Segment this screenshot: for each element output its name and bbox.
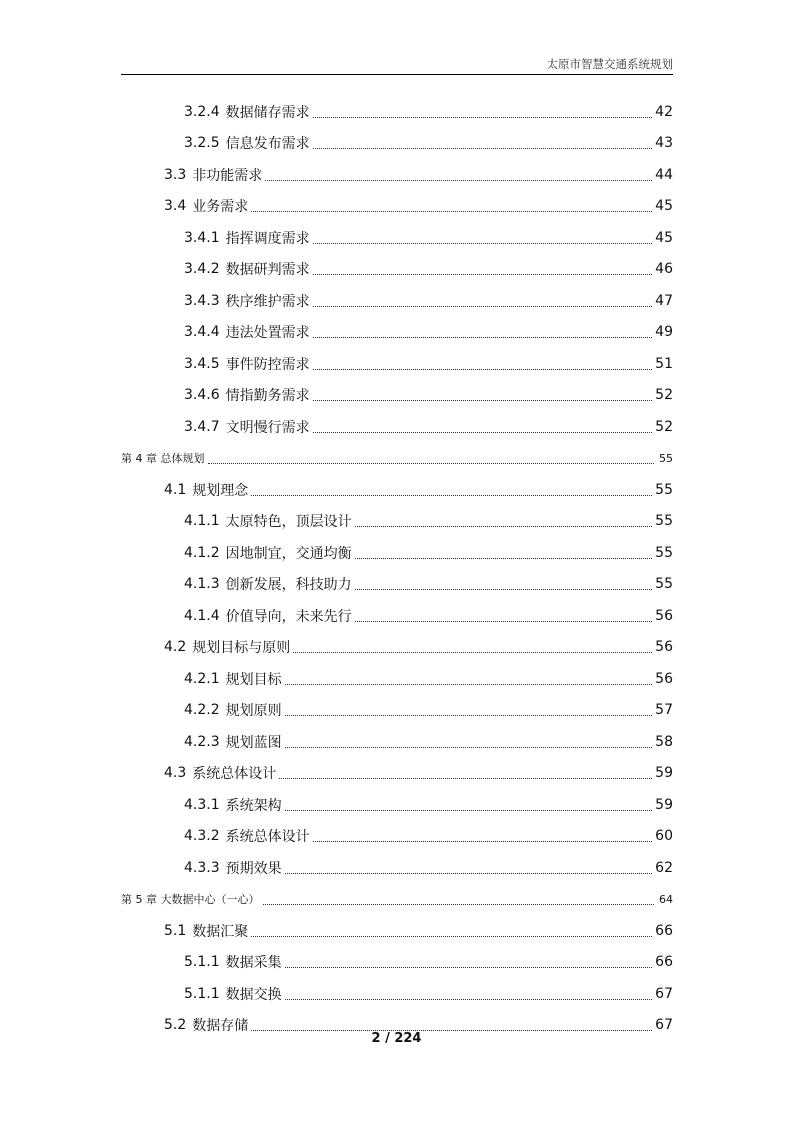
header-divider — [121, 74, 673, 75]
toc-entry-page: 56 — [655, 670, 673, 687]
toc-entry-number: 4.3 — [164, 765, 187, 782]
toc-entry[interactable] — [0, 191, 793, 223]
toc-entry-title: 非功能需求 — [192, 167, 263, 184]
toc-entry-title: 预期效果 — [225, 860, 282, 877]
dot-leader — [285, 681, 653, 685]
toc-entry-title: 违法处置需求 — [225, 325, 310, 342]
toc-entry-number: 3.2.4 — [184, 103, 220, 120]
toc-entry[interactable] — [0, 852, 793, 884]
toc-entry-title: 系统总体设计 — [192, 766, 277, 783]
toc-entry-number: 4.1.1 — [184, 513, 220, 530]
toc-entry-page: 66 — [655, 922, 673, 939]
toc-entry-page: 59 — [655, 765, 673, 782]
dot-leader — [251, 208, 652, 212]
dot-leader — [355, 555, 653, 559]
dot-leader — [285, 807, 653, 811]
toc-entry-page: 67 — [655, 1017, 673, 1034]
toc-entry-number: 3.4.6 — [184, 387, 220, 404]
toc-entry-number: 4.3.2 — [184, 828, 220, 845]
toc-entry-title: 信息发布需求 — [225, 136, 310, 153]
toc-entry-number: 3.4.5 — [184, 355, 220, 372]
toc-entry-title: 秩序维护需求 — [225, 293, 310, 310]
toc-entry[interactable] — [0, 915, 793, 947]
toc-entry-number: 5.2 — [164, 1017, 187, 1034]
toc-entry-title: 规划目标与原则 — [192, 640, 291, 657]
dot-leader — [285, 712, 653, 716]
dot-leader — [313, 838, 653, 842]
toc-entry-page: 47 — [655, 292, 673, 309]
toc-entry-number: 5.1.1 — [184, 954, 220, 971]
toc-entry-page: 49 — [655, 324, 673, 341]
toc-entry-number: 4.2.2 — [184, 702, 220, 719]
running-header-title: 太原市智慧交通系统规划 — [546, 57, 673, 71]
toc-entry-number: 3.3 — [164, 166, 187, 183]
toc-entry-page: 59 — [655, 796, 673, 813]
toc-entry[interactable] — [0, 159, 793, 191]
toc-entry[interactable] — [0, 348, 793, 380]
toc-entry-number: 3.4.4 — [184, 324, 220, 341]
table-of-contents — [0, 96, 793, 1041]
toc-entry-page: 44 — [655, 166, 673, 183]
toc-entry[interactable] — [0, 663, 793, 695]
toc-entry[interactable] — [0, 317, 793, 349]
toc-entry-number: 4.2 — [164, 639, 187, 656]
toc-entry-title: 数据研判需求 — [225, 262, 310, 279]
toc-entry-number: 4.1.2 — [184, 544, 220, 561]
toc-entry[interactable] — [0, 537, 793, 569]
toc-entry-title: 第 5 章 大数据中心（一心） — [121, 893, 260, 907]
toc-entry[interactable] — [0, 285, 793, 317]
toc-entry[interactable] — [0, 254, 793, 286]
toc-entry-title: 业务需求 — [192, 199, 249, 216]
toc-entry-page: 55 — [659, 451, 673, 465]
toc-entry-page: 52 — [655, 387, 673, 404]
toc-entry-number: 4.2.1 — [184, 670, 220, 687]
toc-entry-number: 4.1.4 — [184, 607, 220, 624]
toc-entry-number: 4.3.1 — [184, 796, 220, 813]
toc-entry-title: 情指勤务需求 — [225, 388, 310, 405]
toc-entry[interactable] — [0, 600, 793, 632]
page-number-indicator: 2 / 224 — [371, 1031, 422, 1046]
toc-entry-title: 数据存储 — [192, 1018, 249, 1035]
toc-entry-page: 45 — [655, 198, 673, 215]
toc-entry[interactable] — [0, 758, 793, 790]
dot-leader — [355, 523, 653, 527]
dot-leader — [355, 618, 653, 622]
toc-entry-page: 60 — [655, 828, 673, 845]
toc-entry-page: 55 — [655, 544, 673, 561]
toc-entry-title: 指挥调度需求 — [225, 230, 310, 247]
toc-chapter-entry[interactable] — [0, 443, 793, 475]
dot-leader — [313, 114, 653, 118]
toc-entry-page: 55 — [655, 513, 673, 530]
toc-entry[interactable] — [0, 632, 793, 664]
dot-leader — [313, 334, 653, 338]
dot-leader — [313, 397, 653, 401]
dot-leader — [263, 901, 655, 905]
toc-entry[interactable] — [0, 222, 793, 254]
toc-entry-title: 第 4 章 总体规划 — [121, 452, 205, 466]
toc-entry-number: 3.4.2 — [184, 261, 220, 278]
toc-entry[interactable] — [0, 947, 793, 979]
dot-leader — [313, 429, 653, 433]
toc-entry-title: 数据汇聚 — [192, 923, 249, 940]
toc-entry-title: 数据储存需求 — [225, 104, 310, 121]
toc-entry-page: 64 — [659, 892, 673, 906]
toc-entry[interactable] — [0, 821, 793, 853]
toc-entry-page: 45 — [655, 229, 673, 246]
toc-entry-title: 事件防控需求 — [225, 356, 310, 373]
toc-entry-page: 56 — [655, 639, 673, 656]
toc-entry-page: 55 — [655, 576, 673, 593]
toc-entry-page: 52 — [655, 418, 673, 435]
toc-entry-page: 58 — [655, 733, 673, 750]
dot-leader — [208, 460, 655, 464]
toc-entry[interactable] — [0, 695, 793, 727]
toc-chapter-entry[interactable] — [0, 884, 793, 916]
toc-entry-number: 3.2.5 — [184, 135, 220, 152]
toc-entry-page: 66 — [655, 954, 673, 971]
dot-leader — [293, 649, 652, 653]
toc-entry-title: 价值导向，未来先行 — [225, 608, 352, 625]
dot-leader — [313, 303, 653, 307]
toc-entry-page: 55 — [655, 481, 673, 498]
dot-leader — [251, 492, 652, 496]
dot-leader — [355, 586, 653, 590]
toc-entry-number: 3.4.7 — [184, 418, 220, 435]
toc-entry-title: 规划原则 — [225, 703, 282, 720]
toc-entry-title: 太原特色，顶层设计 — [225, 514, 352, 531]
toc-entry[interactable] — [0, 978, 793, 1010]
dot-leader — [313, 366, 653, 370]
toc-entry-title: 数据交换 — [225, 986, 282, 1003]
toc-entry-title: 规划理念 — [192, 482, 249, 499]
toc-entry-page: 46 — [655, 261, 673, 278]
toc-entry-title: 创新发展，科技助力 — [225, 577, 352, 594]
toc-entry[interactable] — [0, 569, 793, 601]
dot-leader — [285, 964, 653, 968]
toc-entry-title: 规划目标 — [225, 671, 282, 688]
dot-leader — [285, 744, 653, 748]
toc-entry[interactable] — [0, 506, 793, 538]
dot-leader — [313, 145, 653, 149]
toc-entry-title: 规划蓝图 — [225, 734, 282, 751]
toc-entry-title: 因地制宜，交通均衡 — [225, 545, 352, 562]
toc-entry[interactable] — [0, 474, 793, 506]
toc-entry-page: 51 — [655, 355, 673, 372]
toc-entry-title: 系统总体设计 — [225, 829, 310, 846]
toc-entry-page: 42 — [655, 103, 673, 120]
dot-leader — [279, 775, 652, 779]
toc-entry-page: 56 — [655, 607, 673, 624]
toc-entry-title: 系统架构 — [225, 797, 282, 814]
toc-entry[interactable] — [0, 380, 793, 412]
toc-entry[interactable] — [0, 96, 793, 128]
dot-leader — [251, 933, 652, 937]
toc-entry-number: 5.1 — [164, 922, 187, 939]
toc-entry[interactable] — [0, 128, 793, 160]
toc-entry-page: 62 — [655, 859, 673, 876]
dot-leader — [313, 271, 653, 275]
toc-entry-number: 4.1 — [164, 481, 187, 498]
toc-entry-number: 5.1.1 — [184, 985, 220, 1002]
toc-entry-number: 3.4.1 — [184, 229, 220, 246]
toc-entry[interactable] — [0, 789, 793, 821]
toc-entry-number: 3.4 — [164, 198, 187, 215]
dot-leader — [265, 177, 652, 181]
toc-entry-page: 43 — [655, 135, 673, 152]
toc-entry-number: 4.2.3 — [184, 733, 220, 750]
dot-leader — [285, 996, 653, 1000]
toc-entry-number: 4.3.3 — [184, 859, 220, 876]
toc-entry-number: 3.4.3 — [184, 292, 220, 309]
toc-entry-title: 文明慢行需求 — [225, 419, 310, 436]
toc-entry[interactable] — [0, 411, 793, 443]
toc-entry-page: 57 — [655, 702, 673, 719]
dot-leader — [285, 870, 653, 874]
toc-entry[interactable] — [0, 726, 793, 758]
toc-entry-title: 数据采集 — [225, 955, 282, 972]
dot-leader — [313, 240, 653, 244]
toc-entry-page: 67 — [655, 985, 673, 1002]
toc-entry-number: 4.1.3 — [184, 576, 220, 593]
